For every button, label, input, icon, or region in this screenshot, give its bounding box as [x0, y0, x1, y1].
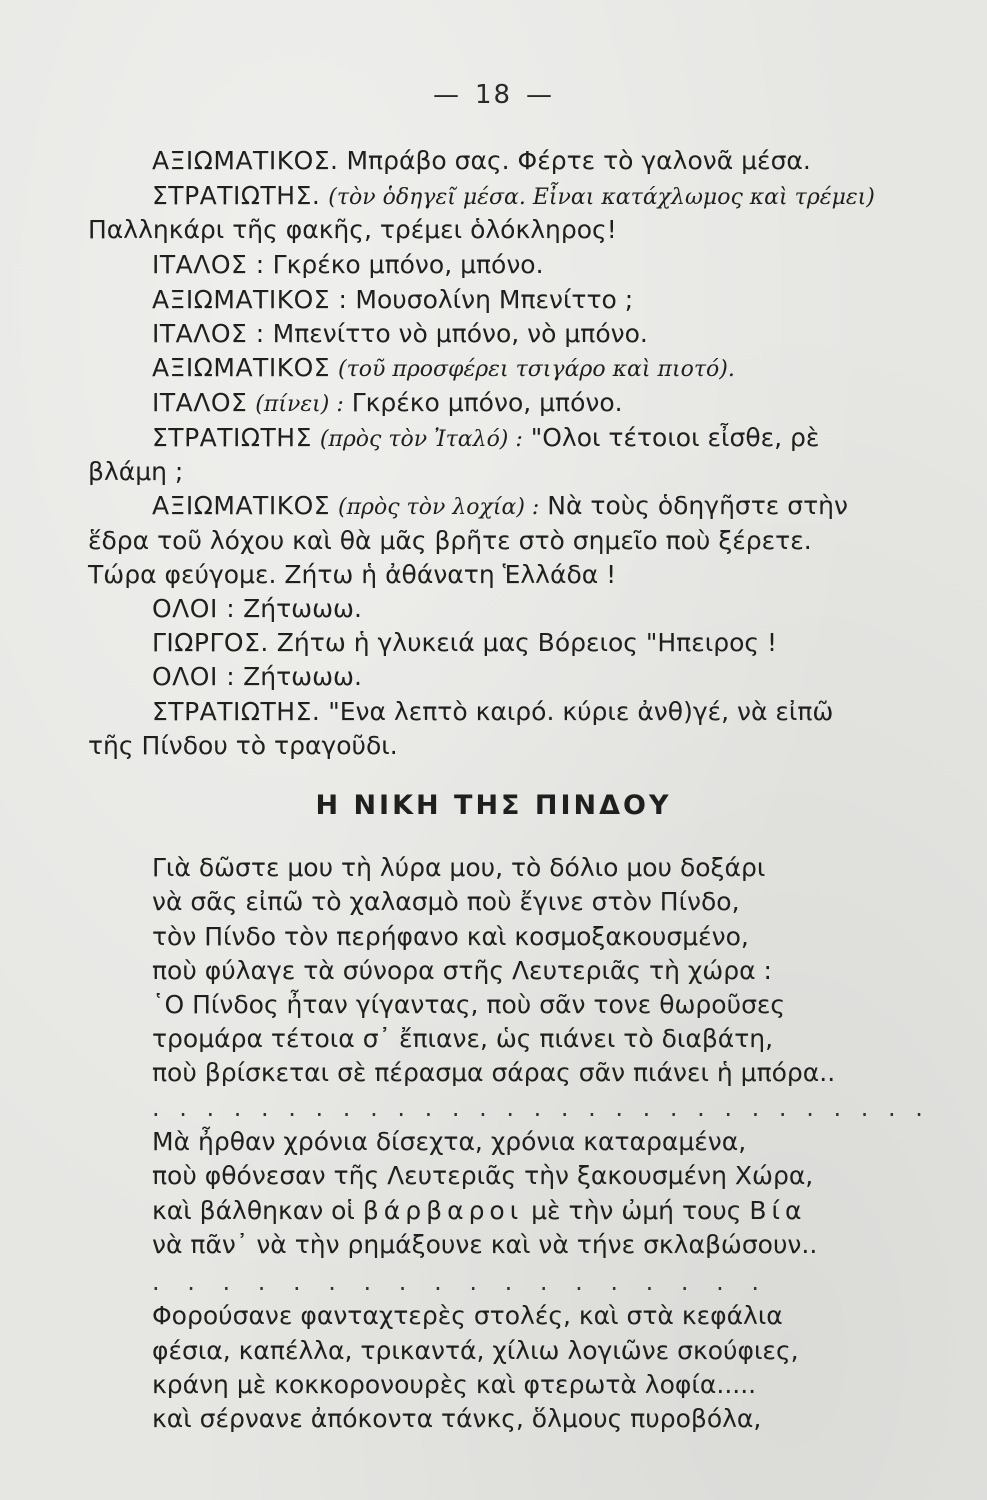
dialogue-text: τῆς Πίνδου τὸ τραγοῦδι. [88, 731, 398, 760]
dialogue-line [152, 181, 875, 213]
verse-line: ποὺ φθόνεσαν τῆς Λευτεριᾶς τὴν ξακουσμένη Χώρα, [152, 1161, 814, 1190]
dialogue-line [88, 731, 398, 761]
dialogue-text: βλάμη ; [88, 457, 184, 486]
verse-emphasis: βάρβαροι [362, 1196, 524, 1225]
dialogue-text: Ζήτω ἡ γλυκειά μας Βόρειος "Ηπειρος ! [276, 628, 778, 657]
stage-direction: (πίνει) : [255, 392, 344, 417]
verse-line: Γιὰ δῶστε μου τὴ λύρα μου, τὸ δόλιο μου δοξάρι [152, 853, 766, 882]
speaker-name: ΟΛΟΙ : [152, 662, 236, 691]
dialogue-text: "Ολοι τέτοιοι εἶσθε, ρὲ [530, 423, 820, 452]
stage-direction: (τὸν ὁδηγεῖ μέσα. Εἶναι κατάχλωμος καὶ τρέμει) [328, 185, 875, 210]
dialogue-line [152, 594, 362, 624]
dialogue-text: Τώρα φεύγομε. Ζήτω ἡ ἀθάνατη Ἑλλάδα ! [88, 560, 617, 589]
dialogue-line [152, 285, 633, 315]
speaker-name: ΑΞΙΩΜΑΤΙΚΟΣ : [152, 285, 348, 314]
dialogue-text: Μπράβο σας. Φέρτε τὸ γαλονᾶ μέσα. [346, 146, 811, 175]
dialogue-text: Γκρέκο μπόνο, μπόνο. [351, 388, 623, 417]
verse-text: μὲ τὴν ὠμή τους [531, 1196, 742, 1225]
verse-line: Μὰ ἦρθαν χρόνια δίσεχτα, χρόνια καταραμένα, [152, 1127, 747, 1156]
dialogue-line [152, 146, 811, 176]
speaker-name: ΑΞΙΩΜΑΤΙΚΟΣ [152, 353, 331, 382]
stage-direction: (τοῦ προσφέρει τσιγάρο καὶ πιοτό). [338, 357, 735, 382]
dialogue-line [152, 250, 544, 280]
dialogue-text: "Ενα λεπτὸ καιρό. κύριε ἀνθ)γέ, νὰ εἰπῶ [328, 697, 834, 726]
verse-line: νὰ πᾶν᾽ νὰ τὴν ρημάξουνε καὶ νὰ τήνε σκλαβώσουν.. [152, 1230, 818, 1259]
verse-line: Φορούσανε φανταχτερὲς στολές, καὶ στὰ κεφάλια [152, 1301, 783, 1330]
speaker-name: ΙΤΑΛΟΣ [152, 388, 248, 417]
speaker-name: ΣΤΡΑΤΙΩΤΗΣ. [152, 181, 321, 210]
dialogue-line [88, 215, 617, 245]
verse-line: φέσια, καπέλλα, τρικαντά, χίλιω λογιῶνε σκούφιες, [152, 1336, 799, 1365]
dialogue-line [152, 423, 819, 455]
speaker-name: ΟΛΟΙ : [152, 594, 236, 623]
speaker-name: ΑΞΙΩΜΑΤΙΚΟΣ. [152, 146, 339, 175]
speaker-name: ΙΤΑΛΟΣ : [152, 319, 265, 348]
dialogue-text: Μουσολίνη Μπενίττο ; [355, 285, 634, 314]
verse-line [152, 1196, 807, 1226]
verse-line: νὰ σᾶς εἰπῶ τὸ χαλασμὸ ποὺ ἔγινε στὸν Πίνδο, [152, 887, 740, 916]
verse-line: καὶ σέρνανε ἀπόκοντα τάνκς, ὅλμους πυροβόλα, [152, 1404, 762, 1433]
dialogue-line [152, 353, 735, 385]
ellipsis-divider: . . . . . . . . . . . . . . . . . . . . . . . . . . . . . [152, 1094, 929, 1122]
speaker-name: ΣΤΡΑΤΙΩΤΗΣ. [152, 697, 321, 726]
speaker-name: ΙΤΑΛΟΣ : [152, 250, 265, 279]
dialogue-text: Ζήτωωω. [243, 662, 362, 691]
song-title: Η ΝΙΚΗ ΤΗΣ ΠΙΝΔΟΥ [315, 790, 672, 821]
dialogue-line [152, 697, 833, 727]
dialogue-text: ἕδρα τοῦ λόχου καὶ θὰ μᾶς βρῆτε στὸ σημεῖο ποὺ ξέρετε. [88, 526, 812, 555]
verse-text: καὶ βάλθηκαν οἱ [152, 1196, 355, 1225]
dialogue-line [88, 526, 812, 556]
dialogue-line [152, 388, 623, 420]
verse-line: κράνη μὲ κοκκορονουρὲς καὶ φτερωτὰ λοφία..... [152, 1370, 757, 1399]
dialogue-line [152, 628, 777, 658]
dialogue-line [152, 491, 848, 523]
ellipsis-divider: . . . . . . . . . . . . . . . . . . [152, 1268, 770, 1296]
page-number [0, 80, 987, 110]
speaker-name: ΓΙΩΡΓΟΣ. [152, 628, 269, 657]
page-number-dash-right: — [526, 80, 555, 110]
dialogue-line [152, 662, 362, 692]
verse-line: ποὺ βρίσκεται σὲ πέρασμα σάρας σᾶν πιάνει ἡ μπόρα.. [152, 1058, 836, 1087]
dialogue-text: Γκρέκο μπόνο, μπόνο. [272, 250, 544, 279]
verse-emphasis: Βία [749, 1196, 807, 1225]
dialogue-text: Μπενίττο νὸ μπόνο, νὸ μπόνο. [272, 319, 648, 348]
dialogue-line [88, 560, 616, 590]
stage-direction: (πρὸς τὸν λοχία) : [338, 495, 540, 520]
speaker-name: ΣΤΡΑΤΙΩΤΗΣ [152, 423, 312, 452]
verse-line: τρομάρα τέτοια σ᾽ ἔπιανε, ὡς πιάνει τὸ διαβάτη, [152, 1024, 774, 1053]
verse-line: τὸν Πίνδο τὸν περήφανο καὶ κοσμοξακουσμένο, [152, 922, 749, 951]
dialogue-line [88, 457, 183, 487]
page-number-dash-left: — [432, 80, 461, 110]
dialogue-line [152, 319, 648, 349]
dialogue-text: Παλληκάρι τῆς φακῆς, τρέμει ὁλόκληρος! [88, 215, 617, 244]
page-number-value: 18 [474, 80, 513, 110]
verse-line: ῾Ο Πίνδος ἦταν γίγαντας, ποὺ σᾶν τονε θωροῦσες [152, 990, 786, 1019]
dialogue-text: Νὰ τοὺς ὁδηγῆστε στὴν [547, 491, 848, 520]
speaker-name: ΑΞΙΩΜΑΤΙΚΟΣ [152, 491, 331, 520]
stage-direction: (πρὸς τὸν Ἰταλό) : [319, 427, 523, 452]
verse-line: ποὺ φύλαγε τὰ σύνορα στῆς Λευτεριᾶς τὴ χώρα : [152, 956, 772, 985]
dialogue-text: Ζήτωωω. [243, 594, 362, 623]
